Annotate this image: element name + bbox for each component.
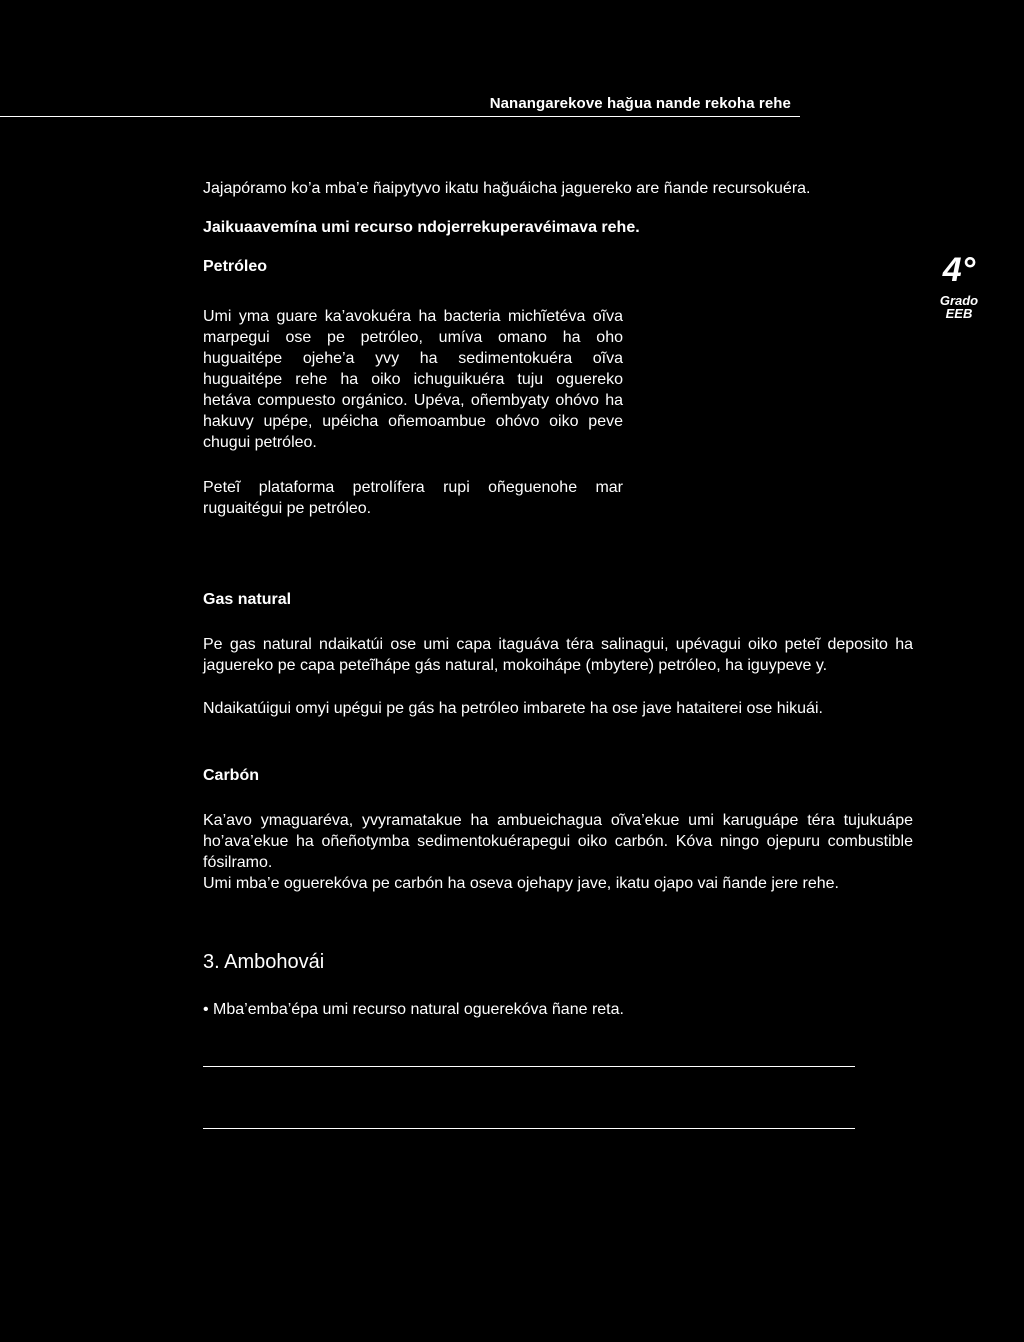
grade-badge bbox=[930, 250, 988, 320]
grade-number: 4° bbox=[942, 251, 976, 289]
answer-line-2[interactable] bbox=[203, 1128, 855, 1129]
petroleo-paragraph-1: Umi yma guare ka’avokuéra ha bacteria michĩetéva oĩva marpegui ose pe petróleo, umíva omano ha oho huguaitépe ojehe’a yvy ha sedimentokuéra oĩva huguaitépe rehe ha oiko ichuguikuéra tuju oguereko hetáva compuesto orgánico. Upéva, oñembyaty ohóvo ha hakuvy upépe, upéicha oñemoambue ohóvo oiko peve chugui petróleo. bbox=[203, 308, 623, 451]
section-heading-gas-natural: Gas natural bbox=[203, 591, 292, 608]
section-heading-carbon: Carbón bbox=[203, 767, 259, 784]
gas-paragraph-1: Pe gas natural ndaikatúi ose umi capa itaguáva téra salinagui, upévagui oiko peteĩ deposito ha jaguereko pe capa peteĩhápe gás natural, mokoihápe (mbytere) petróleo, ha iguypeve y. bbox=[203, 636, 913, 674]
activity-question: • Mba’emba’épa umi recurso natural oguerekóva ñane reta. bbox=[203, 1001, 624, 1018]
gas-paragraph-2: Ndaikatúigui omyi upégui pe gás ha petróleo imbarete ha ose jave hataiterei ose hikuái. bbox=[203, 700, 823, 717]
document-body bbox=[203, 178, 913, 1129]
header-divider bbox=[0, 116, 800, 117]
intro-paragraph: Jajapóramo ko’a mba’e ñaipytyvo ikatu hağuáicha jaguereko are ñande recursokuéra. bbox=[203, 180, 811, 197]
intro-bold-paragraph: Jaikuaavemína umi recurso ndojerrekuperavéimava rehe. bbox=[203, 219, 640, 236]
petroleo-paragraph-2: Peteĩ plataforma petrolífera rupi oñeguenohe mar ruguaitégui pe petróleo. bbox=[203, 479, 623, 517]
carbon-paragraph-2: Umi mba’e oguerekóva pe carbón ha oseva ojehapy jave, ikatu ojapo vai ñande jere rehe. bbox=[203, 875, 839, 892]
carbon-paragraph-1: Ka’avo ymaguaréva, yvyramatakue ha ambueichagua oĩva’ekue umi karuguápe téra tujukuápe ho’ava’ekue ha oñeñotymba sedimentokuérapegui oiko carbón. Kóva ningo ojepuru combustible fósilramo. bbox=[203, 812, 913, 871]
page-header-title: Nanangarekove hağua nande rekoha rehe bbox=[489, 95, 791, 112]
grade-level: EEB bbox=[945, 306, 973, 321]
grade-label: Grado bbox=[939, 293, 979, 308]
answer-line-1[interactable] bbox=[203, 1066, 855, 1067]
activity-title: 3. Ambohovái bbox=[203, 951, 325, 973]
section-heading-petroleo: Petróleo bbox=[203, 258, 268, 275]
